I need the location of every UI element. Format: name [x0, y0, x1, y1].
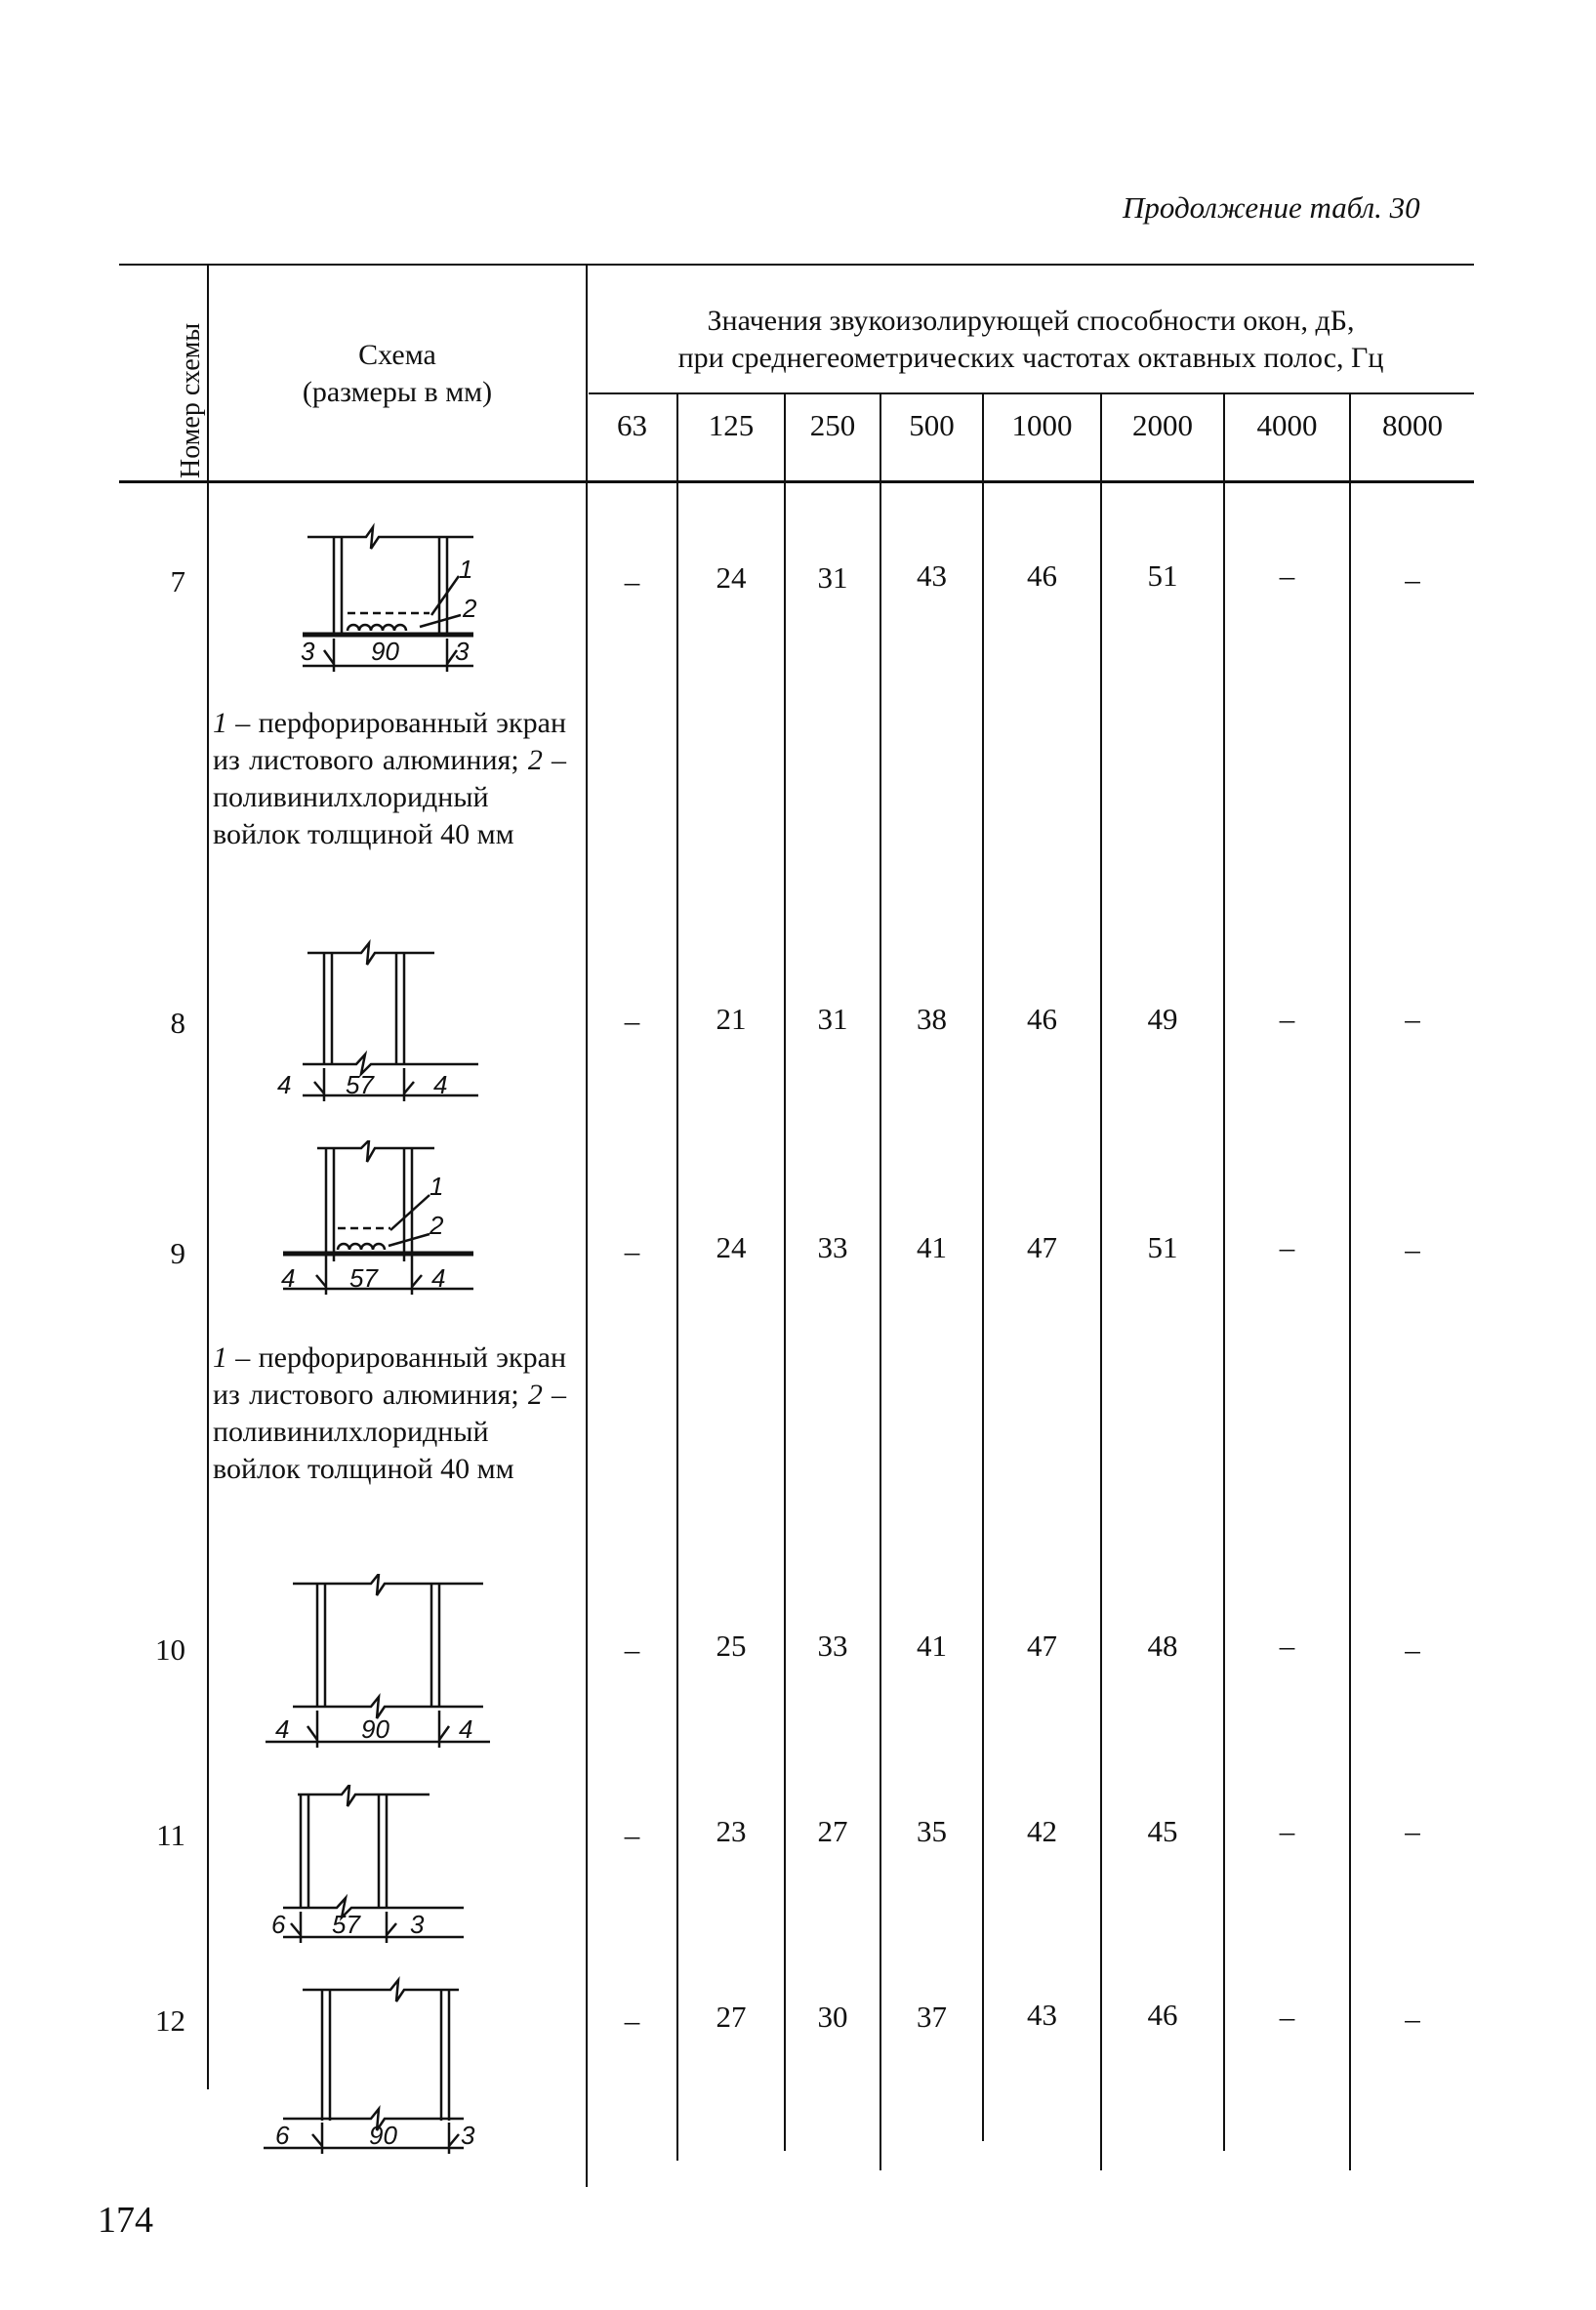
- freq-4000: 4000: [1256, 408, 1318, 442]
- value-r8-500: 38: [917, 1002, 947, 1036]
- row-number-11: 11: [156, 1818, 185, 1852]
- value-r11-500: 35: [917, 1814, 947, 1848]
- scheme-11-dim-left: 6: [271, 1910, 286, 1939]
- scheme-11-dim-right: 3: [410, 1910, 425, 1939]
- header-scheme-units: (размеры в мм): [302, 376, 493, 408]
- value-r11-8000: –: [1405, 1814, 1420, 1848]
- value-r9-2000: 51: [1147, 1230, 1178, 1264]
- column-divider-1000: [1100, 393, 1102, 2170]
- freq-500: 500: [909, 408, 955, 442]
- column-divider-4000: [1349, 393, 1351, 2170]
- value-r10-500: 41: [917, 1629, 947, 1663]
- value-r11-2000: 45: [1147, 1814, 1178, 1848]
- value-r12-1000: 43: [1027, 1998, 1057, 2032]
- scheme-9-label-2: 2: [430, 1211, 444, 1240]
- value-r8-2000: 49: [1147, 1002, 1178, 1036]
- value-r8-1000: 46: [1027, 1002, 1057, 1036]
- scheme-12-dim-left: 6: [275, 2121, 290, 2150]
- value-r12-250: 30: [817, 2000, 848, 2034]
- value-r10-8000: –: [1405, 1632, 1420, 1667]
- scheme-7-label-2: 2: [463, 594, 477, 623]
- column-divider-125: [784, 393, 786, 2151]
- note-9-num2: 2: [527, 1379, 543, 1411]
- scheme-11-dim-mid: 57: [332, 1910, 360, 1939]
- note-7-text2: – поливинилхлоридный войлок толщиной 40 мм: [213, 744, 567, 850]
- scheme-9-label-1: 1: [430, 1172, 444, 1201]
- note-9-num1: 1: [213, 1341, 227, 1374]
- freq-63: 63: [617, 408, 647, 442]
- row-number-9: 9: [170, 1236, 185, 1270]
- value-r12-2000: 46: [1147, 1998, 1178, 2032]
- freq-125: 125: [708, 408, 755, 442]
- value-r11-250: 27: [817, 1814, 848, 1848]
- header-scheme-number: Номер схемы: [176, 322, 206, 478]
- value-r11-125: 23: [716, 1814, 747, 1848]
- scheme-10-dim-mid: 90: [361, 1714, 389, 1744]
- value-r8-250: 31: [817, 1002, 848, 1036]
- scheme-8-dim-left: 4: [277, 1070, 292, 1099]
- value-r8-63: –: [624, 1004, 640, 1038]
- value-r9-500: 41: [917, 1230, 947, 1264]
- value-r7-1000: 46: [1027, 558, 1057, 593]
- column-divider-number: [207, 264, 209, 2089]
- value-r7-250: 31: [817, 560, 848, 595]
- value-r10-125: 25: [716, 1629, 747, 1663]
- value-r8-125: 21: [716, 1002, 747, 1036]
- row-number-10: 10: [155, 1632, 185, 1667]
- note-7-num1: 1: [213, 707, 227, 739]
- row-number-8: 8: [170, 1006, 185, 1040]
- page-number: 174: [98, 2200, 153, 2241]
- scheme-9-dim-left: 4: [281, 1263, 296, 1293]
- value-r10-63: –: [624, 1632, 640, 1667]
- value-r7-4000: –: [1279, 558, 1295, 593]
- value-r9-125: 24: [716, 1230, 747, 1264]
- header-scheme: [209, 337, 586, 411]
- value-r11-63: –: [624, 1818, 640, 1852]
- value-r10-250: 33: [817, 1629, 848, 1663]
- value-r7-63: –: [624, 564, 640, 598]
- scheme-8-dim-right: 4: [433, 1070, 448, 1099]
- column-divider-500: [982, 393, 984, 2141]
- value-r8-8000: –: [1405, 1002, 1420, 1036]
- header-scheme-title: Схема: [358, 339, 436, 371]
- value-r9-250: 33: [817, 1230, 848, 1264]
- scheme-12-diagram: [254, 1972, 498, 2167]
- value-r12-63: –: [624, 2003, 640, 2038]
- header-values-line2: при среднегеометрических частотах октавных полос, Гц: [677, 342, 1384, 374]
- note-7-num2: 2: [527, 744, 543, 776]
- freq-1000: 1000: [1011, 408, 1073, 442]
- header-values-line1: Значения звукоизолирующей способности окон, дБ,: [707, 305, 1355, 337]
- note-7-text1: – перфорированный экран из листового алюминия;: [213, 707, 566, 776]
- scheme-10-dim-left: 4: [275, 1714, 290, 1744]
- scheme-9-dim-right: 4: [431, 1263, 446, 1293]
- scheme-7-dim-left: 3: [301, 637, 315, 666]
- scheme-7-label-1: 1: [459, 555, 473, 584]
- value-r12-8000: –: [1405, 2001, 1420, 2036]
- column-divider-63: [676, 393, 678, 2161]
- scheme-8-diagram: [264, 939, 498, 1115]
- value-r9-4000: –: [1279, 1230, 1295, 1264]
- value-r12-4000: –: [1279, 2000, 1295, 2034]
- row-number-12: 12: [155, 2003, 185, 2038]
- value-r7-2000: 51: [1147, 558, 1178, 593]
- freq-8000: 8000: [1382, 408, 1443, 442]
- table-top-border: [119, 264, 1474, 266]
- column-divider-scheme: [586, 264, 588, 2187]
- value-r7-125: 24: [716, 560, 747, 595]
- value-r7-500: 43: [917, 558, 947, 593]
- scheme-12-dim-mid: 90: [369, 2121, 397, 2150]
- scheme-9-diagram: [264, 1140, 498, 1316]
- freq-2000: 2000: [1132, 408, 1193, 442]
- value-r9-1000: 47: [1027, 1230, 1057, 1264]
- note-9-text1: – перфорированный экран из листового алюминия;: [213, 1341, 566, 1411]
- value-r11-4000: –: [1279, 1814, 1295, 1848]
- value-r12-125: 27: [716, 2000, 747, 2034]
- freq-250: 250: [809, 408, 856, 442]
- scheme-10-diagram: [264, 1574, 498, 1759]
- scheme-10-dim-right: 4: [459, 1714, 473, 1744]
- scheme-7-note: [213, 705, 566, 853]
- header-values: [588, 303, 1474, 377]
- values-header-divider: [589, 392, 1474, 394]
- value-r10-4000: –: [1279, 1629, 1295, 1663]
- scheme-7-dim-mid: 90: [371, 637, 399, 666]
- scheme-11-diagram: [264, 1785, 498, 1951]
- scheme-9-dim-mid: 57: [349, 1263, 378, 1293]
- scheme-9-note: [213, 1340, 566, 1488]
- header-bottom-border: [119, 480, 1474, 483]
- value-r10-1000: 47: [1027, 1629, 1057, 1663]
- scheme-7-dim-right: 3: [455, 637, 470, 666]
- note-9-text2: – поливинилхлоридный войлок толщиной 40 мм: [213, 1379, 567, 1485]
- row-number-7: 7: [170, 564, 185, 598]
- value-r11-1000: 42: [1027, 1814, 1057, 1848]
- table-continuation-caption: Продолжение табл. 30: [1123, 190, 1420, 225]
- value-r12-500: 37: [917, 2000, 947, 2034]
- value-r10-2000: 48: [1147, 1629, 1178, 1663]
- scheme-7-diagram: [264, 517, 498, 683]
- value-r9-63: –: [624, 1234, 640, 1268]
- scheme-12-dim-right: 3: [461, 2121, 475, 2150]
- scheme-8-dim-mid: 57: [346, 1070, 374, 1099]
- value-r7-8000: –: [1405, 562, 1420, 597]
- value-r8-4000: –: [1279, 1002, 1295, 1036]
- value-r9-8000: –: [1405, 1232, 1420, 1266]
- column-divider-250: [880, 393, 881, 2170]
- column-divider-2000: [1223, 393, 1225, 2151]
